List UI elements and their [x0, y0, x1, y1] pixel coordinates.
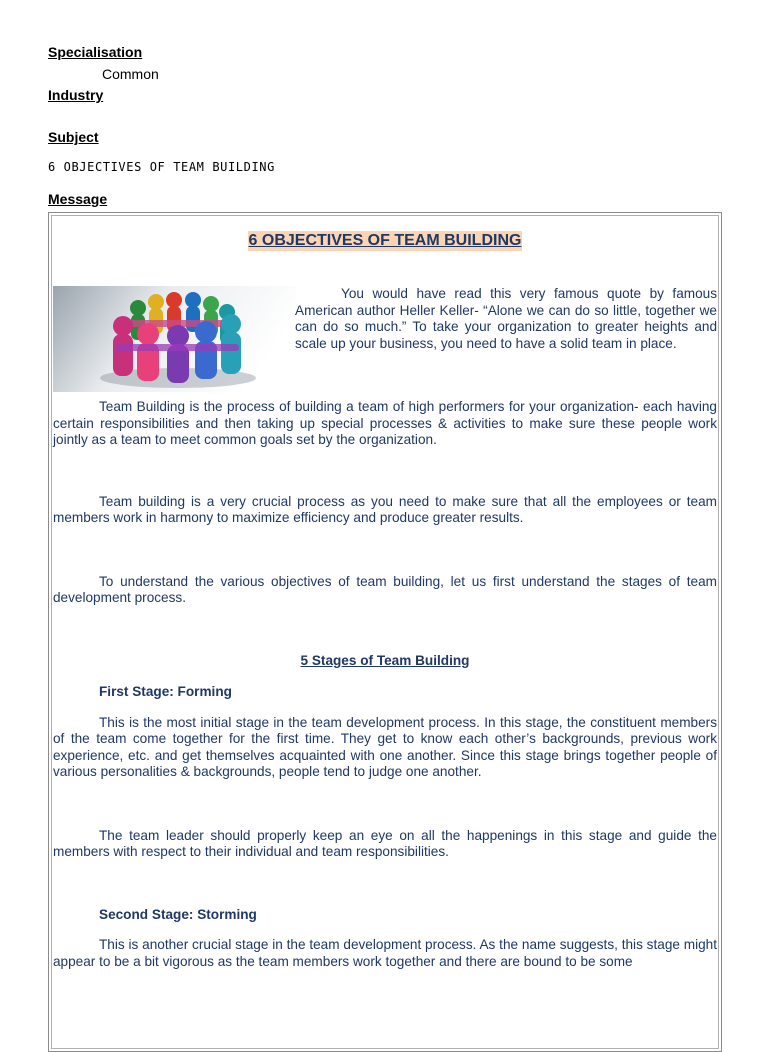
stage1-title: First Stage: Forming: [99, 684, 232, 699]
stage1-paragraph-1: This is the most initial stage in the team development process. In this stage, the constituent members of the team come together for the first time. They get to know each other’s backgrounds, previous work experience, etc. and get themselves acquainted with one another. Since this stage brings together people of various personalities & backgrounds, people tend to judge one another.: [53, 714, 717, 779]
message-box: [48, 212, 722, 1052]
industry-label: Industry: [48, 87, 104, 103]
paragraph-team-building-importance: Team building is a very crucial process as you need to make sure that all the employees or team members work in harmony to maximize efficiency and produce greater results.: [53, 493, 717, 525]
specialisation-value: Common: [102, 66, 159, 82]
team-circle-image: [53, 286, 296, 392]
subject-value: 6 OBJECTIVES OF TEAM BUILDING: [48, 160, 275, 174]
stage1-paragraph-2: The team leader should properly keep an eye on all the happenings in this stage and guide the members with respect to their individual and team responsibilities.: [53, 827, 717, 859]
message-content: [53, 213, 717, 970]
stage2-title: Second Stage: Storming: [99, 906, 257, 922]
message-title: 6 OBJECTIVES OF TEAM BUILDING: [248, 232, 522, 249]
intro-paragraph: You would have read this very famous quote by famous American author Heller Keller- “Alone we can do so little, together we can do so much.” To take your organization to greater heights and scale up your business, you need to have a solid team in place.: [295, 286, 717, 351]
paragraph-objectives-intro: To understand the various objectives of team building, let us first understand the stages of team development process.: [53, 573, 717, 605]
message-label: Message: [48, 191, 108, 207]
subject-label: Subject: [48, 129, 99, 145]
specialisation-label: Specialisation: [48, 44, 143, 60]
stage2-paragraph-1: This is another crucial stage in the team development process. As the name suggests, this stage might appear to be a bit vigorous as the team members work together and there are bound to be some: [53, 937, 717, 969]
paragraph-team-building-definition: Team Building is the process of building a team of high performers for your organization- each having certain responsibilities and then taking up special processes & activities to make sure these people work jointly as a team to meet common goals set by the organization.: [53, 399, 717, 447]
stages-heading: 5 Stages of Team Building: [300, 652, 470, 668]
intro-section: [53, 286, 717, 394]
